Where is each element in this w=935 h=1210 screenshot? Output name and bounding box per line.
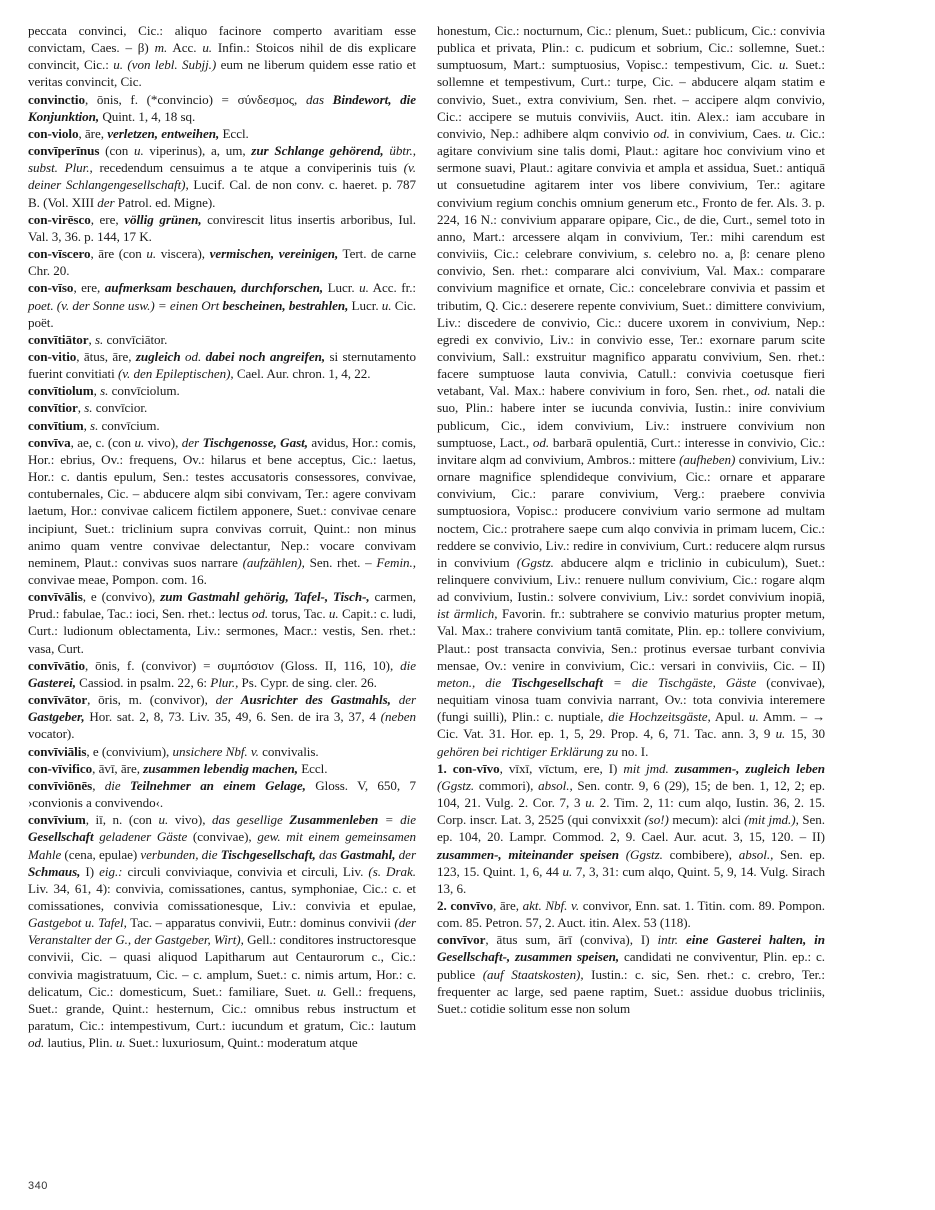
entry-text: u. bbox=[562, 863, 573, 879]
entry-text: (so!) bbox=[644, 812, 669, 828]
entry-text: , ōnis, f. (*convincio) = σύνδεσμος, bbox=[84, 91, 306, 107]
entry-headword: convīvātor bbox=[28, 692, 88, 708]
entry-text: torus, Tac. bbox=[268, 606, 329, 622]
entry-text: barbarā opulentiā, Curt.: interesse in convivio, Cic.: invitare alqm ad convivium, Ambros.: mittere bbox=[437, 434, 825, 467]
entry-text: (cena, epulae) bbox=[61, 846, 141, 862]
entry-headword: convīviōnēs bbox=[28, 777, 93, 793]
entry-text: commori), bbox=[474, 777, 539, 793]
entry-text: meton., die bbox=[437, 674, 512, 690]
entry-text: Bindewort, die Konjunktion, bbox=[28, 91, 416, 124]
entry-headword: convīperīnus bbox=[28, 143, 100, 159]
entry-text: Tischgenosse, Gast, bbox=[202, 434, 308, 450]
dictionary-entry bbox=[28, 348, 416, 382]
entry-text: Cic.: agitare convivium sine talis domi, Plaut.: agitare hoc convivium vino et sermone suavi, Plaut.: agitare convivia et ampla et assidua, Suet.: antiquā ut consuetudine agitarem inter vos libere convivium, Ter.: agitare convivium regium conchis omnium generum etc., Fronto de fer. Als. 3. p. 224, 16 N.: convivium apparare opipare, Cic., de die, Curt., semel toto in anno, Mart.: arcessere alqam in convivium, Ter.: mihi carendum est conviviis, Cic.: celebrare convivium, bbox=[437, 125, 825, 262]
entry-text: die bbox=[104, 777, 130, 793]
entry-text: carmen, Prud.: fabulae, Tac.: ioci, Sen. rhet.: lectus bbox=[28, 589, 416, 622]
entry-text: u. bbox=[328, 606, 339, 622]
entry-headword: convīvālis bbox=[28, 589, 83, 605]
entry-text: unsichere Nbf. v. bbox=[172, 743, 259, 759]
entry-headword: convītiātor bbox=[28, 331, 89, 347]
right-column bbox=[437, 22, 825, 1017]
entry-text: , ātus, āre, bbox=[76, 348, 136, 364]
entry-text: Capit.: c. ludi, Curt.: ludionum oblectamenta, Liv.: sermones, Macr.: vestis, Sen. rhet.: vasa, Curt. bbox=[28, 606, 417, 656]
dictionary-entry bbox=[28, 91, 416, 125]
entry-text: Hor. sat. 2, 8, 73. Liv. 35, 49, 6. Sen. de ira 3, 37, 4 bbox=[84, 709, 381, 725]
entry-text: s. bbox=[90, 417, 99, 433]
entry-text: u. bbox=[785, 125, 796, 141]
entry-text: Femin., bbox=[376, 554, 416, 570]
entry-text: 2. Tim. 2, 11: cum alqo, Iustin. 36, 2. 15. Corp. inscr. Lat. 3, 2525 (qui convixxit bbox=[437, 795, 825, 828]
entry-text: gehören bei richtiger Erklärung zu bbox=[437, 743, 619, 759]
entry-text: s. bbox=[84, 400, 93, 416]
entry-text: od. bbox=[251, 606, 269, 622]
entry-text: Tischgesellschaft, bbox=[220, 846, 316, 862]
entry-text: , ātus sum, ārī (conviva), I) bbox=[485, 932, 658, 948]
entry-text: celebro no. a, β: cenare pleno convivio, Sen. rhet.: comparare alci convivium, Val. Max.: comparare convivium magnifice et ornate, Cic.: concelebrare convivia et passim et tributim, Q. Cic.: deserere repente convivium, Suet.: dimittere convivium, Liv.: discedere de convivio, Cic.: ducere uxorem in convivium, Nep.: egredi ex convivio, Liv.: in convivio esse, Ter.: exornare parum scite convivium, Sall.: exstruitur magnifico apparatu convivium, Sen. rhet.: facere sumptuose lauta convivia, Catull.: convivia coetusque fieri vetabant, Val. Max.: habere convivium in foro, Sen. rhet., bbox=[437, 246, 825, 399]
entry-headword: convīvium bbox=[28, 812, 86, 828]
entry-text: honestum, Cic.: nocturnum, Cic.: plenum, Suet.: publicum, Cic.: convivia publica et privata, Plin.: c. pudicum et sobrium, Cic.: sollemne, Suet.: sumptuosum, Mart.: sumptuosius, Vopisc.: tempestivum, Cic. bbox=[437, 23, 825, 73]
entry-headword: convītium bbox=[28, 417, 84, 433]
entry-text: Eccl. bbox=[219, 125, 249, 141]
entry-text: , iī, n. (con bbox=[85, 812, 159, 828]
dictionary-entry bbox=[28, 743, 416, 760]
entry-text: Lucif. Cal. de non conv. c. haeret. p. 787 B. (Vol. XIII bbox=[28, 177, 417, 210]
entry-text: , e (convivo), bbox=[82, 589, 161, 605]
entry-text: Lucr. bbox=[348, 297, 382, 313]
entry-text: convīciātor. bbox=[103, 331, 168, 347]
entry-text: avidus, Hor.: comis, Hor.: ebrius, Ov.: frequens, Ov.: hilarus et bene acceptus, Cic.: laetus, Hor.: c. dantis epulum, Sen.: testes accusatoris consessores, convivae, contubernales, Cic. – abducere alqm sibi convivam, Ter.: agere convivam laetum, Hor.: convivae calicem fictilem apponere, Suet.: convivae cenare incipiunt, Suet.: triclinium supra convivas corruit, Quint.: non minus animo quam ventre convivae delectantur, Nep.: vocare convivam neminem, Plaut.: convivas suos narrare bbox=[28, 434, 417, 570]
entry-text: convivor, Enn. sat. 1. Titin. com. 89. Pompon. com. 85. Petron. 57, 2. Auct. itin. Alex. 53 (118). bbox=[437, 897, 825, 931]
entry-text: die Hochzeitsgäste, bbox=[608, 709, 711, 725]
entry-text: Tischgesellschaft bbox=[511, 674, 603, 690]
entry-text: zugleich bbox=[135, 348, 181, 364]
entry-text: u. bbox=[146, 246, 157, 262]
entry-text: u. bbox=[748, 709, 759, 725]
entry-text: convīcior. bbox=[92, 400, 148, 416]
entry-text: peccata convinci, Cic.: aliquo facinore comperto avaritiam esse convictam, Caes. – β) bbox=[28, 23, 416, 56]
entry-text: convivalis. bbox=[258, 743, 319, 759]
entry-text: u. bbox=[202, 40, 213, 56]
entry-text: Patrol. ed. Migne). bbox=[114, 194, 216, 210]
entry-headword: convinctio bbox=[28, 91, 85, 107]
entry-text: , ae, c. (con bbox=[70, 434, 135, 450]
dictionary-entry bbox=[28, 417, 416, 434]
entry-text: (Ggstz. bbox=[618, 846, 663, 862]
page-number: 340 bbox=[28, 1180, 48, 1192]
entry-text: u. bbox=[158, 812, 169, 828]
entry-text: der bbox=[395, 846, 416, 862]
entry-text: u. bbox=[778, 57, 789, 73]
entry-text: od. bbox=[532, 434, 550, 450]
entry-text: od. bbox=[180, 348, 206, 364]
entry-text: (aufheben) bbox=[679, 451, 736, 467]
entry-text: Sen. contr. 9, 6 (29), 15; de ben. 1, 12, 2; ep. 104, 21. Vulg. 2. Cor. 7, 3 bbox=[437, 777, 825, 811]
entry-text: Ausrichter des Gastmahls, bbox=[240, 692, 391, 708]
entry-text: Amm. – → Cic. Vat. 31. Hor. ep. 1, 5, 29. Prop. 4, 6, 71. Tac. ann. 3, 9 bbox=[437, 709, 826, 742]
dictionary-entry bbox=[437, 760, 825, 897]
entry-text: Sen. ep. 104, 20. Lampr. Commod. 2, 9. Cael. Aur. acut. 3, 15, 120. – II) bbox=[437, 812, 825, 845]
entry-text: s. bbox=[643, 246, 652, 262]
entry-text: I) bbox=[80, 863, 100, 879]
entry-text: zum Gastmahl gehörig, Tafel-, Tisch-, bbox=[160, 589, 370, 605]
entry-text: (v. deiner Schlangengesellschaft), bbox=[28, 160, 416, 193]
entry-text: Suet.: sollemne et tempestivum, Curt.: turpe, Cic. – abducere alqam statim e convivio, Suet., extra convivium, Sen. rhet. – accipere alqm convivio, Cic.: accipere se mutuis conviviis, Auct. itin. Alex.: iam accubare in convivio, Nep.: adhibere alqm convivio bbox=[437, 57, 825, 141]
entry-text: , āre, bbox=[492, 897, 523, 913]
entry-text: vocator). bbox=[28, 726, 75, 742]
entry-headword: con-virēsco bbox=[28, 211, 91, 227]
entry-text: Tac. – apparatus convivii, Eutr.: dominus convivii bbox=[126, 915, 395, 931]
entry-text: = die bbox=[378, 812, 416, 828]
entry-text: u. bbox=[316, 983, 327, 999]
entry-text: ist ärmlich, bbox=[437, 606, 498, 622]
entry-text: absol., bbox=[538, 777, 573, 793]
entry-text: Acc. bbox=[167, 40, 203, 56]
dictionary-entry bbox=[28, 777, 416, 811]
entry-text: eum ne liberum quidem esse ratio et veritas convincit, Cic. bbox=[28, 57, 416, 90]
entry-text: (neben bbox=[380, 709, 416, 725]
entry-text: die bbox=[400, 657, 416, 673]
dictionary-entry bbox=[28, 434, 416, 588]
entry-text: u. bbox=[585, 795, 595, 811]
left-column bbox=[28, 22, 416, 1051]
dictionary-entry bbox=[28, 691, 416, 742]
entry-text: no. I. bbox=[618, 743, 649, 759]
entry-text: eig.: bbox=[99, 863, 123, 879]
dictionary-entry bbox=[28, 245, 416, 279]
entry-text: recedendum censuimus a te atque a conviperinis tuis bbox=[92, 160, 404, 176]
entry-text: 7, 3, 31: cum alqo, Quint. 5, 9, 14. Vulg. Sirach 13, 6. bbox=[437, 863, 825, 896]
entry-text: , bbox=[77, 400, 85, 416]
entry-text: (convivae), nequitiam vinosa tuam convivia narrant, Ov.: tota convivia interemere (fungi suilli), Plin.: c. nuptiale, bbox=[437, 674, 825, 725]
entry-text: , vīxī, vīctum, ere, I) bbox=[499, 760, 624, 776]
entry-text: verletzen, entweihen, bbox=[107, 125, 220, 141]
entry-text: (con bbox=[99, 143, 134, 159]
entry-text: = die Tischgäste, Gäste bbox=[602, 674, 757, 690]
entry-text: Gloss. V, 650, 7 ›convionis a convivendo‹. bbox=[28, 777, 416, 811]
entry-text: völlig grünen, bbox=[124, 211, 202, 227]
entry-text: eine Gasterei halten, in Gesellschaft-, zusammen speisen, bbox=[437, 932, 825, 965]
entry-text: Plur., bbox=[210, 674, 239, 690]
dictionary-entry bbox=[437, 931, 825, 1017]
entry-headword: convīva bbox=[28, 434, 71, 450]
entry-text: , ōnis, f. (convivor) = συμπόσιον (Gloss. II, 116, 10), bbox=[84, 657, 401, 673]
dictionary-entry bbox=[28, 657, 416, 691]
entry-text: , āre, bbox=[78, 125, 108, 141]
entry-text: poet. (v. der Sonne usw.) = einen Ort bbox=[28, 297, 223, 313]
entry-text: (v. den Epileptischen), bbox=[117, 366, 234, 382]
entry-text: verbunden, die bbox=[140, 846, 221, 862]
entry-text: od. bbox=[28, 1035, 45, 1051]
entry-text: Cic. poët. bbox=[28, 297, 417, 330]
entry-headword: convīvor bbox=[437, 932, 486, 948]
entry-text: übtr., subst. Plur., bbox=[28, 143, 416, 176]
entry-text: , āre (con bbox=[90, 246, 147, 262]
dictionary-entry bbox=[28, 811, 416, 1051]
entry-text: candidati ne conviventur, Plin. ep.: c. publice bbox=[437, 949, 825, 982]
entry-text: mecum): alci bbox=[668, 812, 745, 828]
dictionary-entry bbox=[28, 279, 416, 330]
entry-text: u. bbox=[775, 726, 786, 742]
entry-text: u. bbox=[115, 1035, 126, 1051]
entry-headword: con-vitio bbox=[28, 348, 77, 364]
entry-text bbox=[678, 932, 686, 947]
entry-text: , ere, bbox=[90, 211, 125, 227]
entry-text: u. bbox=[134, 434, 145, 450]
entry-text: vivo), bbox=[168, 812, 213, 828]
entry-text: (convivae), bbox=[187, 829, 258, 845]
entry-text: s. bbox=[100, 383, 109, 399]
entry-text: 15, 30 bbox=[785, 726, 825, 742]
entry-text: Apul. bbox=[710, 709, 749, 725]
entry-text: gew. mit einem gemeinsamen Mahle bbox=[28, 829, 416, 862]
entry-text: convirescit litus insertis arboribus, Iul. Val. 3, 36. p. 144, 17 K. bbox=[28, 211, 416, 244]
entry-text: Schmaus, bbox=[28, 863, 81, 879]
entry-headword: convītior bbox=[28, 400, 78, 416]
entry-text: der bbox=[215, 692, 241, 708]
entry-headword: convīviālis bbox=[28, 743, 87, 759]
entry-text: dabei noch angreifen, bbox=[205, 348, 326, 364]
dictionary-entry bbox=[28, 125, 416, 142]
entry-text: Eccl. bbox=[297, 760, 328, 776]
entry-text: Cassiod. in psalm. 22, 6: bbox=[75, 674, 211, 690]
entry-text: s. bbox=[95, 331, 104, 347]
entry-text: Sen. rhet. – bbox=[304, 554, 377, 570]
entry-headword: con-violo bbox=[28, 125, 79, 141]
entry-text: Gastmahl, bbox=[340, 846, 396, 862]
entry-text: Acc. fr.: bbox=[368, 280, 417, 296]
entry-text: Gastgebot u. Tafel, bbox=[28, 915, 127, 931]
entry-text: zusammen-, zugleich leben bbox=[674, 760, 825, 776]
entry-text: Gell.: frequens, Suet.: grande, Quint.: hesternum, Cic.: omnibus rebus instructum et paratum, Cic.: intempestivum, Curt.: iucundum et gratum, Cic.: lautum bbox=[28, 983, 416, 1034]
entry-text: u. bbox=[359, 280, 369, 296]
entry-text: (aufzählen), bbox=[242, 554, 305, 570]
entry-text: circuli conviviaque, convivia et circuli, Liv. bbox=[122, 863, 369, 879]
entry-text: zur Schlange gehörend, bbox=[251, 143, 384, 159]
entry-text: absol., bbox=[738, 846, 774, 862]
entry-text: Favorin. fr.: subtrahere se convivio maturius propter metum, Val. Max.: trahere convivium tantā comitate, Plin. ep.: tollere convivium, Plaut.: post transacta convivia, Sen.: protinus eversae turbant convivia mensae, Ov.: venire in convivium, Cic.: versari in conviviis, Cic. – II) bbox=[437, 606, 825, 673]
entry-text: Infin.: Stoicos nihil de dis explicare convincit, Cic.: bbox=[28, 40, 416, 73]
entry-headword: con-vīvifico bbox=[28, 760, 93, 776]
entry-text: Gell.: conditores instructoresque convivii, Cic. – quasi aliquod Lapitharum aut Centaurorum c., Cic.: convivia magistratuum, Cic. – c. amplum, Suet.: c. nimis artum, Hor.: c. delicatum, Cic.: domesticum, Suet.: familiare, Suet. bbox=[28, 932, 416, 999]
entry-text: Lucr. bbox=[323, 280, 360, 296]
entry-text: vermischen, vereinigen, bbox=[209, 246, 339, 262]
entry-headword: 1. con-vīvo bbox=[437, 760, 500, 776]
entry-text: lautius, Plin. bbox=[44, 1035, 116, 1051]
entry-text: das bbox=[305, 91, 333, 107]
entry-text: si sternutamento fuerint convitiati bbox=[28, 348, 416, 382]
entry-text: (auf Staatskosten), bbox=[482, 966, 584, 982]
entry-text: Teilnehmer an einem Gelage, bbox=[129, 777, 306, 793]
entry-text: Suet.: luxuriosum, Quint.: moderatum atque bbox=[125, 1035, 358, 1051]
entry-text: abducere alqm e triclinio in cubiculum), Suet.: relinquere convivium, Liv.: renuere nullum convivium, Cic.: rogare alqm ad convivium, Iustin.: solvere convivium, Liv.: sordet convivium inopiā, bbox=[437, 554, 825, 605]
entry-text: , bbox=[93, 383, 101, 399]
entry-text: (Ggstz. bbox=[437, 777, 475, 793]
dictionary-entry bbox=[28, 142, 416, 211]
entry-text: Gastgeber, bbox=[28, 709, 85, 725]
entry-text: bescheinen, bestrahlen, bbox=[222, 297, 349, 313]
entry-text: Zusammenleben bbox=[289, 812, 379, 828]
entry-text: das gesellige bbox=[212, 812, 290, 828]
entry-text: convīcium. bbox=[98, 417, 160, 433]
entry-text: , bbox=[83, 417, 91, 433]
entry-text: Sen. ep. 123, 15. Quint. 1, 6, 44 bbox=[437, 846, 825, 879]
entry-text: (Ggstz. bbox=[516, 554, 554, 570]
entry-text: vivo), bbox=[144, 434, 182, 450]
entry-text: u. bbox=[133, 143, 144, 159]
entry-text: combibere), bbox=[662, 846, 739, 862]
entry-text: od. bbox=[653, 125, 670, 141]
entry-text: intr. bbox=[657, 932, 679, 948]
entry-text: Cael. Aur. chron. 1, 4, 22. bbox=[233, 366, 371, 382]
entry-headword: con-vīscero bbox=[28, 246, 91, 262]
entry-text: (der Veranstalter der G., der Gastgeber, Wirt), bbox=[28, 915, 417, 948]
entry-text: , āvī, āre, bbox=[92, 760, 144, 776]
entry-text: Liv. 34, 61, 4): convivia, comissationes, cantus, symphoniae, Cic.: c. et comissationes, convivia comissationesque, Liv.: convivia et epulae, bbox=[28, 880, 416, 913]
entry-text: Iustin.: c. sic, Sen. rhet.: c. crebro, Ter.: frequenter ac large, sed paene raptim, Suet.: assidue duobus tricliniis, Suet.: cotidie solitum esse non solum bbox=[437, 966, 825, 1016]
entry-text: zusammen lebendig machen, bbox=[143, 760, 298, 776]
entry-text: Tert. de carne Chr. 20. bbox=[28, 246, 416, 279]
entry-text: zusammen-, miteinander speisen bbox=[437, 846, 619, 862]
entry-headword: convītiolum bbox=[28, 383, 94, 399]
entry-text: Gasterei, bbox=[28, 674, 76, 690]
entry-text: Ps. Cypr. de sing. cler. 26. bbox=[238, 674, 377, 690]
dictionary-entry bbox=[28, 331, 416, 348]
entry-text: (mit jmd.), bbox=[744, 812, 799, 828]
entry-text: der bbox=[390, 692, 417, 708]
entry-text: , bbox=[92, 777, 105, 793]
entry-text: Quint. 1, 4, 18 sq. bbox=[99, 108, 196, 124]
entry-text: natali die suo, Plin.: habere inter se iucunda convivia, Iustin.: inire convivium publicum, Cic., idem convivium, Liv.: instruere convivium non sumptuose, Lact., bbox=[437, 383, 826, 450]
entry-text: u. bbox=[381, 297, 392, 313]
dictionary-entry bbox=[28, 588, 416, 657]
entry-text: der bbox=[181, 434, 203, 450]
dictionary-entry bbox=[28, 382, 416, 399]
entry-text: viperinus), a, um, bbox=[143, 143, 252, 159]
entry-text: od. bbox=[754, 383, 771, 399]
entry-text: , bbox=[88, 331, 95, 347]
entry-text: mit jmd. bbox=[623, 760, 675, 776]
entry-text: das bbox=[315, 846, 341, 862]
dictionary-entry bbox=[28, 22, 416, 91]
entry-text: , ere, bbox=[73, 280, 105, 296]
entry-text: der bbox=[97, 194, 115, 210]
dictionary-entry bbox=[437, 897, 825, 931]
entry-text: viscera), bbox=[156, 246, 210, 262]
entry-text: (s. Drak. bbox=[368, 863, 416, 879]
dictionary-entry bbox=[437, 22, 825, 760]
entry-text: , ōris, m. (convivor), bbox=[87, 692, 216, 708]
entry-text: , e (convivium), bbox=[86, 743, 173, 759]
entry-text: geladener Gäste bbox=[93, 829, 188, 845]
entry-text: convivium, Liv.: ornare magnifice splendideque convivium, Cic.: ornare et apparare convivium, Cic.: parare convivium, Verg.: praebere convivia sumptuosiora, Vopisc.: producere convivium vario sermone ad multam noctem, Cic.: protrahere saepe cum alqo convivia in primam lucem, Cic.: reddere se convivio, Liv.: redire in convivium, Curt.: reducere alqm rursus in convivium bbox=[437, 451, 825, 570]
entry-headword: 2. convīvo bbox=[437, 897, 493, 913]
entry-headword: convīvātio bbox=[28, 657, 85, 673]
entry-text: m. bbox=[154, 40, 168, 56]
entry-headword: con-vīso bbox=[28, 280, 74, 296]
entry-text: Gesellschaft bbox=[28, 829, 94, 845]
dictionary-entry bbox=[28, 211, 416, 245]
entry-text: in convivium, Caes. bbox=[669, 125, 786, 141]
entry-text: u. (von lebl. Subjj.) bbox=[113, 57, 217, 73]
entry-text: convivae meae, Pompon. com. 16. bbox=[28, 572, 207, 587]
dictionary-entry bbox=[28, 399, 416, 416]
entry-text: convīciolum. bbox=[108, 383, 180, 399]
entry-text: aufmerksam beschauen, durchforschen, bbox=[104, 280, 324, 296]
dictionary-entry bbox=[28, 760, 416, 777]
entry-text: akt. Nbf. v. bbox=[522, 897, 580, 913]
